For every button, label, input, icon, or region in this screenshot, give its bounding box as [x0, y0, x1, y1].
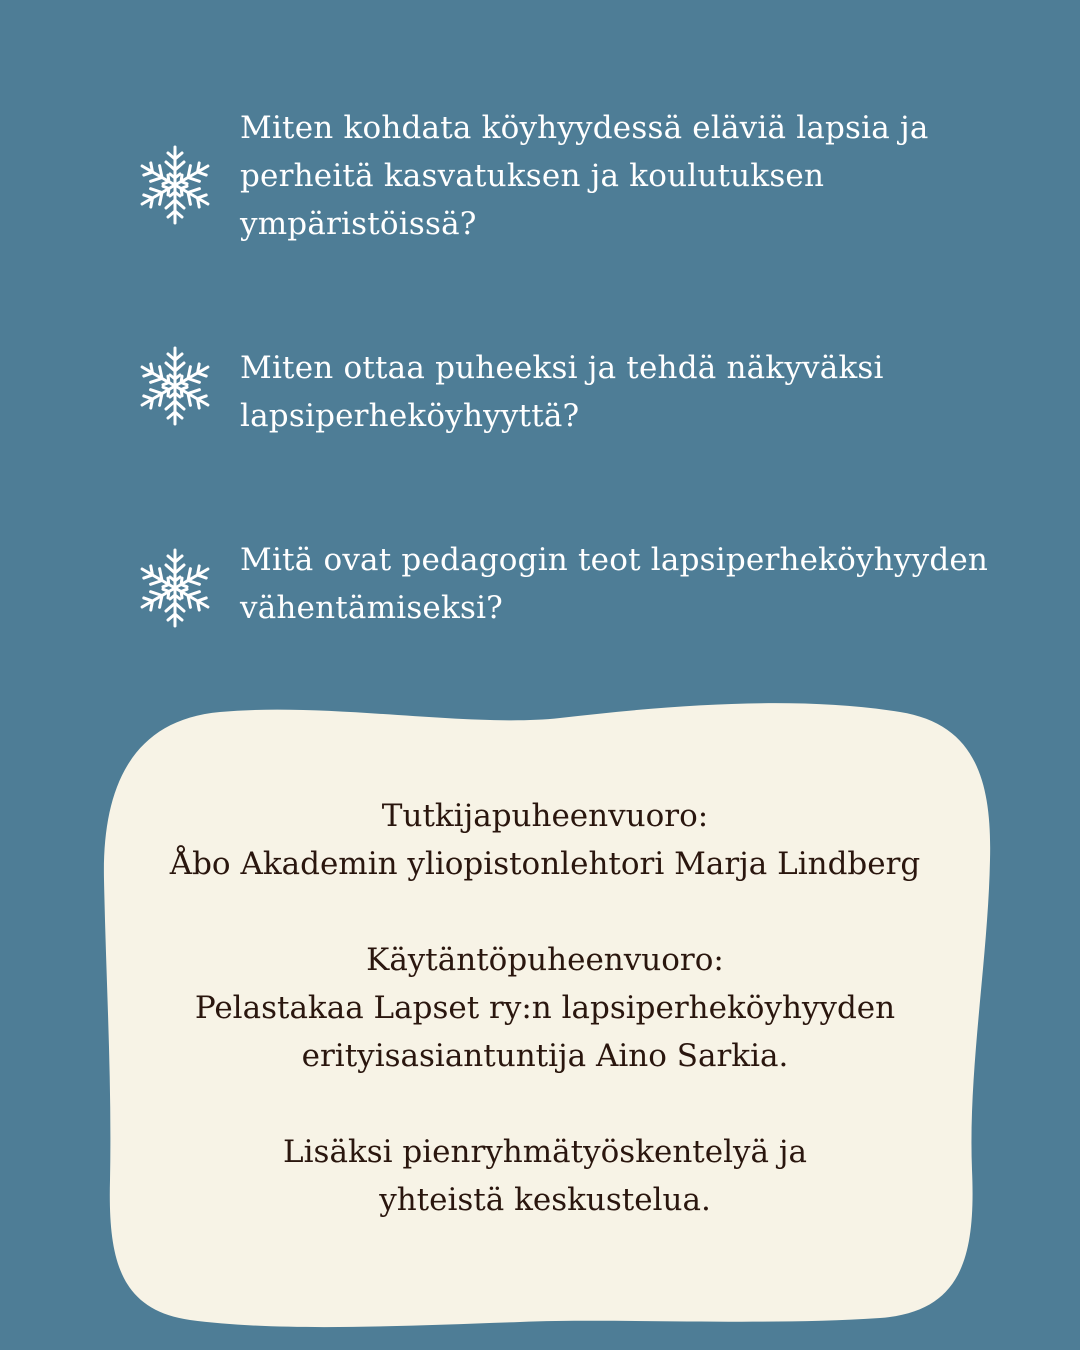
spacer [150, 1080, 940, 1128]
practice-name: Pelastakaa Lapset ry:n lapsiperheköyhyyden erityisasiantuntija Aino Sarkia. [194, 990, 896, 1074]
researcher-name: Åbo Akademin yliopistonlehtori Marja Lindberg [169, 846, 921, 882]
question-text: Miten kohdata köyhyydessä eläviä lapsia ja perheitä kasvatuksen ja koulutuksen ympäristöissä? [240, 110, 929, 242]
spacer [150, 888, 940, 936]
researcher-heading: Tutkijapuheenvuoro: [381, 798, 709, 834]
info-box [150, 792, 940, 1224]
question-text: Miten ottaa puheeksi ja tehdä näkyväksi lapsiperheköyhyyttä? [240, 350, 884, 434]
additional-info: Lisäksi pienryhmätyöskentelyä ja yhteistä keskustelua. [283, 1134, 807, 1218]
question-text: Mitä ovat pedagogin teot lapsiperheköyhyyden vähentämiseksi? [240, 542, 989, 626]
practice-heading: Käytäntöpuheenvuoro: [366, 942, 724, 978]
